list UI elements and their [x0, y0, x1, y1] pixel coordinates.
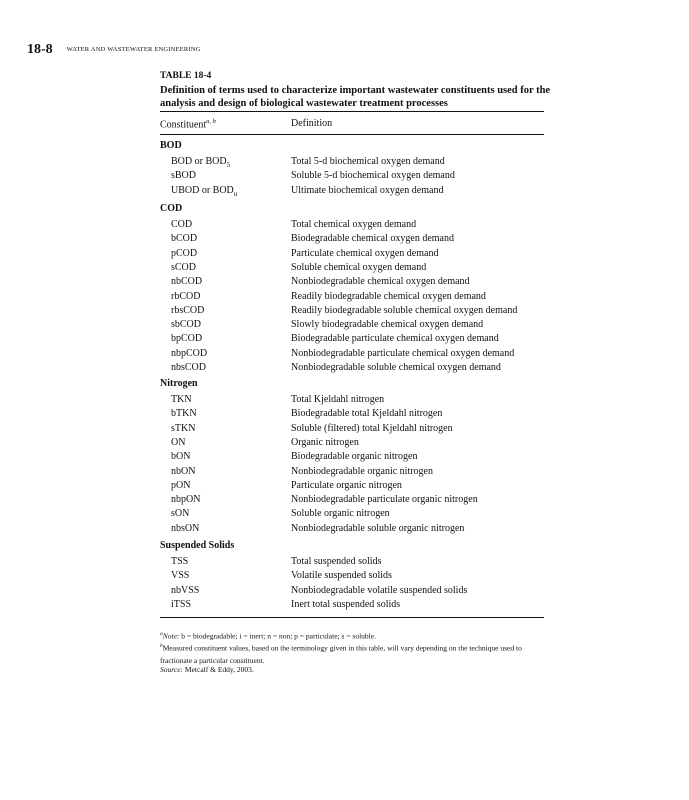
table-source: Source: Metcalf & Eddy, 2003.: [160, 665, 254, 674]
constituent-term: sBOD: [171, 170, 197, 182]
constituent-definition: Biodegradable particulate chemical oxygen demand: [291, 333, 499, 345]
constituent-term: nbpCOD: [171, 347, 208, 359]
constituent-definition: Nonbiodegradable soluble organic nitrogen: [291, 522, 465, 534]
constituent-definition: Total suspended solids: [291, 556, 382, 567]
constituent-definition: Nonbiodegradable organic nitrogen: [291, 465, 433, 477]
constituent-term: bTKN: [171, 408, 197, 420]
constituent-term: BOD or $BOD_5$: [171, 156, 231, 169]
constituent-definition: Total chemical oxygen demand: [291, 219, 417, 230]
constituent-term: bON: [171, 451, 191, 463]
constituent-term: iTSS: [171, 598, 192, 610]
constituent-term: sCOD: [171, 261, 197, 273]
constituent-term: bpCOD: [171, 333, 203, 345]
constituent-term: nbsON: [171, 522, 200, 534]
constituent-term: sTKN: [171, 422, 196, 434]
table-header-rule: [160, 134, 544, 135]
constituent-term: nbCOD: [171, 276, 203, 288]
constituent-term: pCOD: [171, 247, 198, 259]
constituent-definition: Organic nitrogen: [291, 436, 359, 448]
constituent-term: VSS: [171, 570, 190, 582]
constituent-term: nbON: [171, 465, 196, 477]
table-title: Definition of terms used to characterize important wastewater constituents used for the analysis and design of biological wastewater treatment processes: [160, 85, 551, 109]
table-bottom-rule: [160, 617, 544, 618]
constituent-definition: Biodegradable organic nitrogen: [291, 451, 418, 463]
constituent-term: ON: [171, 436, 186, 448]
constituent-definition: Particulate organic nitrogen: [291, 479, 402, 491]
constituent-term: bCOD: [171, 233, 198, 245]
constituent-definition: Nonbiodegradable particulate organic nitrogen: [291, 494, 478, 506]
constituent-definition: Nonbiodegradable soluble chemical oxygen demand: [291, 362, 501, 373]
running-book-title: WATER AND WASTEWATER ENGINEERING: [66, 46, 201, 53]
constituent-definition: Volatile suspended solids: [291, 570, 392, 582]
group-heading: Suspended Solids: [160, 540, 235, 551]
constituent-definition: Total 5-d biochemical oxygen demand: [291, 156, 445, 167]
constituent-definition: Readily biodegradable soluble chemical oxygen demand: [291, 304, 518, 316]
constituent-definition: Slowly biodegradable chemical oxygen demand: [291, 319, 484, 331]
page-header: [27, 40, 201, 58]
constituent-definition: Soluble organic nitrogen: [291, 508, 390, 520]
constituent-definition: Particulate chemical oxygen demand: [291, 247, 439, 259]
constituent-term: COD: [171, 219, 193, 230]
constituent-term: nbpON: [171, 494, 201, 506]
group-heading: COD: [160, 203, 183, 214]
constituent-definition: Nonbiodegradable chemical oxygen demand: [291, 276, 470, 288]
column-header-definition: Definition: [291, 118, 333, 129]
constituent-definition: Readily biodegradable chemical oxygen demand: [291, 290, 486, 302]
constituent-term: nbVSS: [171, 584, 200, 596]
constituent-definition: Nonbiodegradable volatile suspended solids: [291, 584, 468, 596]
constituent-term: pON: [171, 479, 191, 491]
constituent-term: sbCOD: [171, 319, 202, 331]
constituent-definition: Biodegradable chemical oxygen demand: [291, 233, 454, 245]
constituent-definition: Soluble chemical oxygen demand: [291, 261, 427, 273]
constituent-definition: Total Kjeldahl nitrogen: [291, 394, 385, 405]
constituent-term: nbsCOD: [171, 362, 207, 373]
constituent-term: TKN: [171, 394, 192, 405]
column-header-constituent: Constituent$^{a, b}$: [160, 118, 216, 131]
constituent-definition: Ultimate biochemical oxygen demand: [291, 184, 444, 196]
group-heading: BOD: [160, 140, 182, 151]
constituent-definition: Nonbiodegradable particulate chemical oxygen demand: [291, 347, 515, 359]
constituent-definition: Soluble (filtered) total Kjeldahl nitrogen: [291, 422, 453, 434]
footnote-a: $^a$Note: b = biodegradable; i = inert; n = non; p = particulate; s = soluble.: [160, 631, 376, 641]
footnote-b: $^b$Measured constituent values, based on the terminology given in this table, will vary depending on the technique used to fractionate a particular constituent.: [160, 643, 522, 665]
constituent-term: TSS: [171, 556, 189, 567]
constituent-definition: Soluble 5-d biochemical oxygen demand: [291, 170, 455, 182]
constituent-definition: Inert total suspended solids: [291, 598, 401, 610]
table-number: TABLE 18-4: [160, 71, 212, 81]
table-top-rule: [160, 111, 544, 112]
constituent-term: UBOD or $BOD_u$: [171, 184, 238, 198]
constituent-term: rbCOD: [171, 290, 201, 302]
constituent-definition: Biodegradable total Kjeldahl nitrogen: [291, 408, 443, 420]
page-number: 18-8: [27, 42, 53, 57]
constituent-term: rbsCOD: [171, 304, 205, 316]
group-heading: Nitrogen: [160, 378, 198, 389]
constituent-term: sON: [171, 508, 190, 520]
